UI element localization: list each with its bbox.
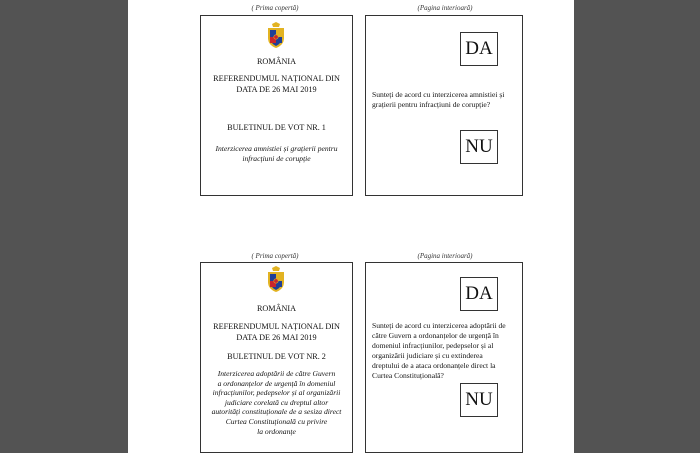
ballot-subject-line: la ordonanțe: [257, 426, 296, 436]
yes-box[interactable]: DA: [460, 32, 498, 66]
ballot-1-inner: [365, 15, 523, 196]
coat-of-arms-icon: [266, 266, 286, 293]
ballot-number: BULETINUL DE VOT NR. 1: [227, 123, 326, 132]
coat-of-arms-icon: [266, 22, 286, 49]
question-line: către Guvern a ordonanțelor de urgență în: [372, 331, 499, 340]
cover-caption-1: ( Prima copertă): [251, 4, 299, 12]
ballot-2-cover: [200, 262, 353, 453]
ballot-subject-line: judiciare corelată cu dreptul altor: [224, 397, 329, 407]
country-name: ROMÂNIA: [256, 57, 297, 66]
ballot-subject-line: infracțiunilor, pedepselor și al organizării: [212, 388, 341, 398]
ballot-subject-line-1: Interzicerea amnistiei și grațierii pentru: [215, 144, 338, 153]
ballot-subject-line: a ordonanțelor de urgență în domeniul: [217, 378, 336, 388]
ballot-subject-line-2: infracțiuni de corupție: [242, 154, 311, 163]
question-line: Sunteți de acord cu interzicerea adoptării de: [372, 321, 506, 330]
question-line-2: grațierii pentru infracțiuni de corupție?: [372, 100, 491, 109]
inner-caption-2: (Pagina interioară): [417, 252, 473, 260]
document-page: [128, 0, 574, 453]
question-line: dreptului de a ataca ordonanțele direct la: [372, 361, 496, 370]
referendum-title-line-1: REFERENDUMUL NAȚIONAL DIN: [213, 74, 340, 83]
country-name: ROMÂNIA: [256, 304, 297, 313]
referendum-title-line-2: DATA DE 26 MAI 2019: [236, 85, 317, 94]
referendum-title-line-1: REFERENDUMUL NAȚIONAL DIN: [213, 322, 340, 331]
referendum-title-line-2: DATA DE 26 MAI 2019: [236, 333, 317, 342]
ballot-2-inner: [365, 262, 523, 453]
ballot-subject-line: autorități constituționale de a sesiza direct: [211, 407, 342, 417]
question-line: domeniul infracțiunilor, pedepselor și al: [372, 341, 494, 350]
question-line-1: Sunteți de acord cu interzicerea amnistiei și: [372, 90, 505, 99]
cover-caption-2: ( Prima copertă): [251, 252, 299, 260]
no-box[interactable]: NU: [460, 130, 498, 164]
ballot-number: BULETINUL DE VOT NR. 2: [227, 352, 326, 361]
no-box[interactable]: NU: [460, 383, 498, 417]
ballot-subject-line: Interzicerea adoptării de către Guvern: [217, 369, 336, 378]
ballot-1-cover: [200, 15, 353, 196]
ballot-subject-line: Curtea Constituțională cu privire: [225, 417, 328, 426]
question-line: organizării judiciare și cu extinderea: [372, 351, 483, 360]
yes-box[interactable]: DA: [460, 277, 498, 311]
inner-caption-1: (Pagina interioară): [417, 4, 473, 12]
question-line: Curtea Constituțională?: [372, 371, 444, 380]
